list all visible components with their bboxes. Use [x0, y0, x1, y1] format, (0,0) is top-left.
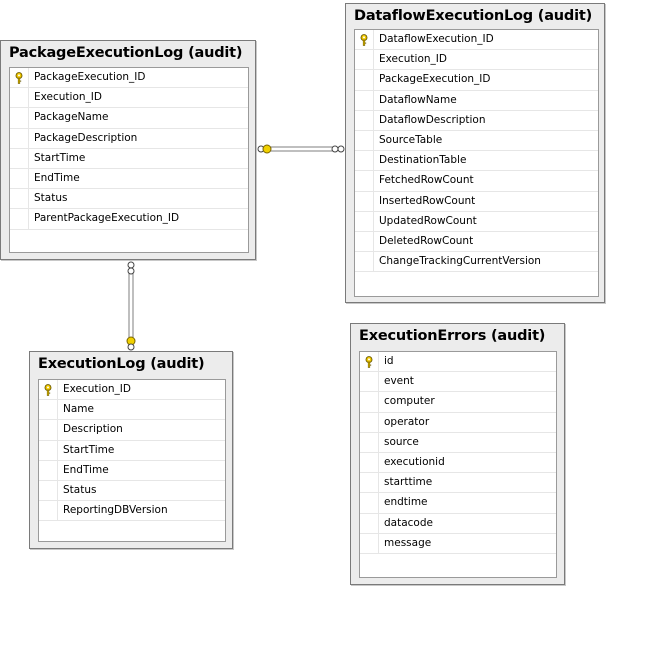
column-name: Status [63, 483, 97, 496]
table-package-execution-log[interactable] [0, 40, 256, 260]
row-gutter [360, 372, 379, 391]
primary-key-icon [14, 72, 24, 84]
row-gutter [360, 413, 379, 432]
table-title: PackageExecutionLog (audit) [9, 45, 243, 61]
column-row[interactable] [39, 400, 225, 420]
column-row[interactable] [10, 149, 248, 169]
row-gutter [355, 252, 374, 271]
column-row[interactable] [39, 481, 225, 501]
column-grid [9, 67, 249, 253]
column-name: DataflowName [379, 93, 457, 106]
column-name: EndTime [34, 171, 80, 184]
column-name: FetchedRowCount [379, 174, 474, 187]
row-gutter [39, 420, 58, 439]
column-row[interactable] [360, 352, 556, 372]
column-name: endtime [384, 496, 428, 509]
column-name: message [384, 536, 432, 549]
column-row[interactable] [10, 108, 248, 128]
column-name: source [384, 435, 419, 448]
column-name: Description [63, 423, 123, 436]
column-name: Execution_ID [379, 53, 447, 66]
column-name: id [384, 355, 394, 367]
row-gutter [355, 151, 374, 170]
column-name: PackageExecution_ID [379, 73, 491, 86]
column-row[interactable] [360, 493, 556, 513]
column-row[interactable] [39, 501, 225, 521]
row-gutter [39, 501, 58, 520]
column-name: EndTime [63, 463, 109, 476]
column-name: InsertedRowCount [379, 194, 476, 207]
column-name: event [384, 375, 414, 388]
column-name: DestinationTable [379, 154, 467, 167]
row-gutter [355, 131, 374, 150]
row-gutter [355, 192, 374, 211]
column-row[interactable] [10, 129, 248, 149]
table-title: ExecutionErrors (audit) [359, 328, 546, 344]
row-gutter [360, 392, 379, 411]
column-row[interactable] [360, 433, 556, 453]
column-name: Status [34, 192, 68, 205]
column-name: operator [384, 415, 430, 428]
column-name: ReportingDBVersion [63, 504, 168, 517]
column-row[interactable] [355, 171, 598, 191]
column-row[interactable] [10, 88, 248, 108]
row-gutter [39, 400, 58, 419]
column-name: computer [384, 395, 435, 408]
column-row[interactable] [10, 189, 248, 209]
column-row[interactable] [355, 50, 598, 70]
column-name: DataflowDescription [379, 113, 486, 126]
primary-key-icon [43, 384, 53, 396]
row-gutter [355, 91, 374, 110]
column-row[interactable] [355, 131, 598, 151]
column-row[interactable] [39, 441, 225, 461]
column-name: PackageName [34, 111, 109, 124]
row-gutter [360, 453, 379, 472]
row-gutter [10, 108, 29, 127]
row-gutter [10, 169, 29, 188]
row-gutter [360, 493, 379, 512]
row-gutter [355, 111, 374, 130]
row-gutter [355, 50, 374, 69]
column-name: executionid [384, 455, 445, 468]
row-gutter [355, 30, 374, 49]
column-name: datacode [384, 516, 433, 529]
column-row[interactable] [355, 252, 598, 272]
relationship-package-dataflow[interactable] [258, 145, 344, 153]
column-grid [354, 29, 599, 297]
column-row[interactable] [355, 212, 598, 232]
column-name: DataflowExecution_ID [379, 33, 494, 45]
column-row[interactable] [355, 30, 598, 50]
row-gutter [39, 380, 58, 399]
table-execution-errors[interactable] [350, 323, 565, 585]
column-name: DeletedRowCount [379, 234, 474, 247]
column-row[interactable] [355, 111, 598, 131]
relationship-key-end-icon [258, 145, 271, 153]
column-name: ChangeTrackingCurrentVersion [379, 255, 541, 268]
relationship-infinity-end-icon [332, 146, 344, 152]
row-gutter [39, 461, 58, 480]
row-gutter [360, 352, 379, 371]
column-row[interactable] [39, 380, 225, 400]
column-name: PackageExecution_ID [34, 71, 146, 83]
column-row[interactable] [360, 534, 556, 554]
row-gutter [39, 481, 58, 500]
relationship-key-end-icon [127, 337, 135, 350]
column-grid [359, 351, 557, 578]
column-row[interactable] [360, 392, 556, 412]
relationship-execution-package[interactable] [127, 262, 135, 350]
column-row[interactable] [360, 372, 556, 392]
column-row[interactable] [10, 68, 248, 88]
row-gutter [360, 514, 379, 533]
column-name: PackageDescription [34, 131, 138, 144]
column-row[interactable] [355, 91, 598, 111]
column-row[interactable] [355, 232, 598, 252]
column-row[interactable] [355, 192, 598, 212]
column-row[interactable] [355, 70, 598, 90]
table-title: DataflowExecutionLog (audit) [354, 8, 593, 24]
row-gutter [360, 433, 379, 452]
column-row[interactable] [10, 209, 248, 229]
column-row[interactable] [39, 420, 225, 440]
row-gutter [360, 473, 379, 492]
row-gutter [10, 129, 29, 148]
row-gutter [355, 232, 374, 251]
column-name: ParentPackageExecution_ID [34, 212, 180, 225]
column-row[interactable] [360, 413, 556, 433]
row-gutter [10, 68, 29, 87]
row-gutter [39, 441, 58, 460]
column-row[interactable] [360, 514, 556, 534]
column-name: Name [63, 403, 94, 416]
row-gutter [355, 171, 374, 190]
row-gutter [10, 189, 29, 208]
column-row[interactable] [360, 453, 556, 473]
row-gutter [355, 212, 374, 231]
row-gutter [10, 209, 29, 228]
row-gutter [10, 149, 29, 168]
column-name: SourceTable [379, 133, 443, 146]
table-execution-log[interactable] [29, 351, 233, 549]
column-name: starttime [384, 476, 433, 489]
column-name: StartTime [63, 443, 115, 456]
column-row[interactable] [39, 461, 225, 481]
row-gutter [355, 70, 374, 89]
table-title: ExecutionLog (audit) [38, 356, 205, 372]
column-name: StartTime [34, 151, 86, 164]
column-row[interactable] [355, 151, 598, 171]
primary-key-icon [364, 356, 374, 368]
column-name: UpdatedRowCount [379, 214, 477, 227]
column-name: Execution_ID [34, 91, 102, 104]
row-gutter [10, 88, 29, 107]
relationship-infinity-end-icon [128, 262, 134, 274]
column-grid [38, 379, 226, 542]
column-name: Execution_ID [63, 383, 131, 395]
primary-key-icon [359, 34, 369, 46]
table-dataflow-execution-log[interactable] [345, 3, 605, 303]
column-row[interactable] [10, 169, 248, 189]
row-gutter [360, 534, 379, 553]
column-row[interactable] [360, 473, 556, 493]
